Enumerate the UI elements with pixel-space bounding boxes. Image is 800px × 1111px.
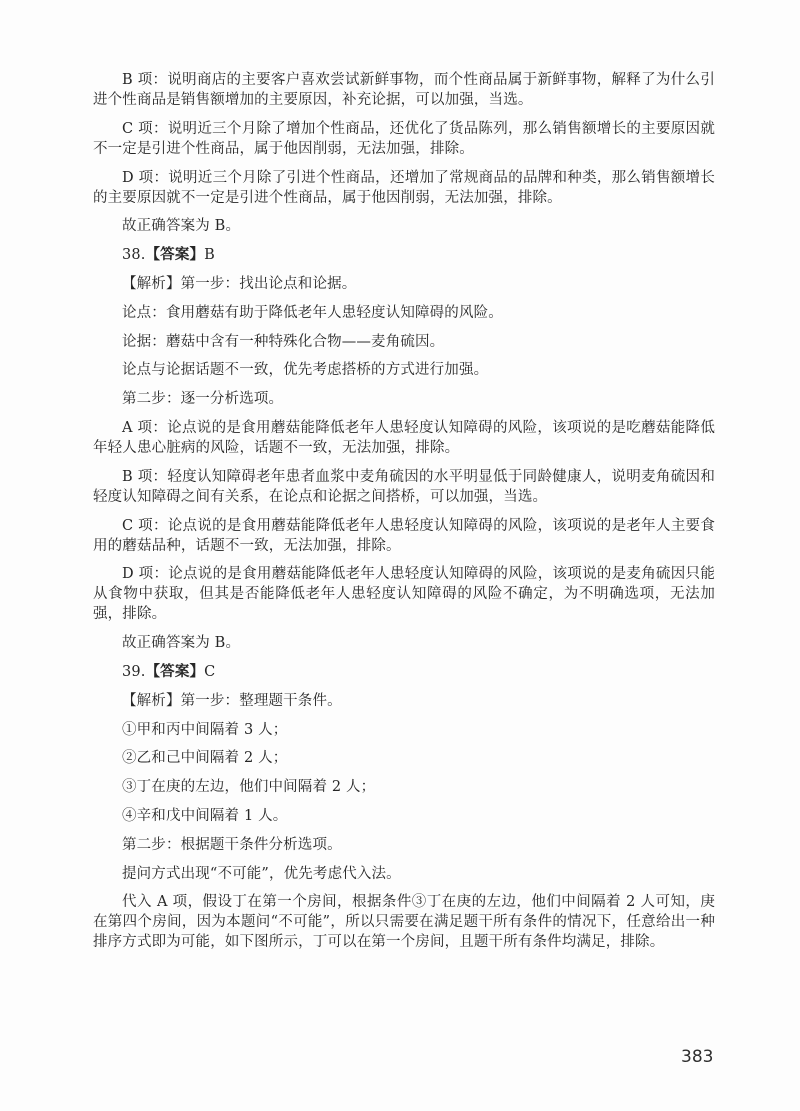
paragraph-option-d: D 项：说明近三个月除了引进个性商品，还增加了常规商品的品牌和种类，那么销售额增长的主要原因就不一定是引进个性商品，属于他因削弱，无法加强，排除。 — [93, 169, 715, 206]
answer-value: C — [204, 663, 216, 680]
paragraph-option-c: C 项：说明近三个月除了增加个性商品，还优化了货品陈列，那么销售额增长的主要原因就不一定是引进个性商品，属于他因削弱，无法加强，排除。 — [93, 120, 715, 157]
paragraph-option-d: D 项：论点说的是食用蘑菇能降低老年人患轻度认知障碍的风险，该项说的是麦角硫因只能从食物中获取，但其是否能降低老年人患轻度认知障碍的风险不确定，为不明确选项，无法加强，排除。 — [93, 566, 715, 623]
method-hint: 提问方式出现“不可能”，优先考虑代入法。 — [122, 865, 401, 882]
paragraph-conclusion: 故正确答案为 B。 — [122, 218, 241, 235]
question-number: 39. — [122, 663, 146, 680]
analysis-step-1: 【解析】第一步：找出论点和论据。 — [122, 275, 357, 292]
paragraph-option-b: B 项：轻度认知障碍老年患者血浆中麦角硫因的水平明显低于同龄健康人，说明麦角硫因和轻度认知障碍之间有关系，在论点和论据之间搭桥，可以加强，当选。 — [93, 468, 715, 505]
bridge-line: 论点与论据话题不一致，优先考虑搭桥的方式进行加强。 — [122, 362, 489, 379]
paragraph-option-c: C 项：论点说的是食用蘑菇能降低老年人患轻度认知障碍的风险，该项说的是老年人主要食用的蘑菇品种，话题不一致，无法加强，排除。 — [93, 517, 715, 554]
answer-value: B — [204, 247, 215, 264]
answer-38-heading — [93, 245, 715, 265]
condition-1: ①甲和丙中间隔着 3 人； — [122, 721, 288, 738]
page-content — [93, 70, 715, 961]
thesis-line: 论点：食用蘑菇有助于降低老年人患轻度认知障碍的风险。 — [122, 304, 503, 321]
page-number: 383 — [681, 1047, 714, 1067]
analysis-step-2: 第二步：根据题干条件分析选项。 — [122, 836, 342, 853]
paragraph-option-a: 代入 A 项，假设丁在第一个房间，根据条件③丁在庚的左边，他们中间隔着 2 人可知，庚在第四个房间，因为本题问“不可能”，所以只需要在满足题干所有条件的情况下，任意给出一种排序方式即为可能，如下图所示，丁可以在第一个房间，且题干所有条件均满足，排除。 — [93, 894, 715, 951]
analysis-step-1: 【解析】第一步：整理题干条件。 — [122, 692, 342, 709]
question-number: 38. — [122, 247, 146, 264]
paragraph-option-b: B 项：说明商店的主要客户喜欢尝试新鲜事物，而个性商品属于新鲜事物，解释了为什么引进个性商品是销售额增加的主要原因，补充论据，可以加强，当选。 — [93, 72, 715, 108]
answer-39-heading — [93, 662, 715, 682]
answer-label: 【答案】 — [145, 662, 205, 680]
condition-3: ③丁在庚的左边，他们中间隔着 2 人； — [122, 779, 376, 796]
paragraph-conclusion: 故正确答案为 B。 — [122, 635, 241, 652]
condition-4: ④辛和戊中间隔着 1 人。 — [122, 807, 288, 824]
paragraph-option-a: A 项：论点说的是食用蘑菇能降低老年人患轻度认知障碍的风险，该项说的是吃蘑菇能降低年轻人患心脏病的风险，话题不一致，无法加强，排除。 — [93, 419, 715, 456]
analysis-step-2: 第二步：逐一分析选项。 — [122, 391, 284, 408]
answer-label: 【答案】 — [145, 246, 205, 264]
evidence-line: 论据：蘑菇中含有一种特殊化合物——麦角硫因。 — [122, 333, 445, 350]
condition-2: ②乙和己中间隔着 2 人； — [122, 750, 288, 767]
